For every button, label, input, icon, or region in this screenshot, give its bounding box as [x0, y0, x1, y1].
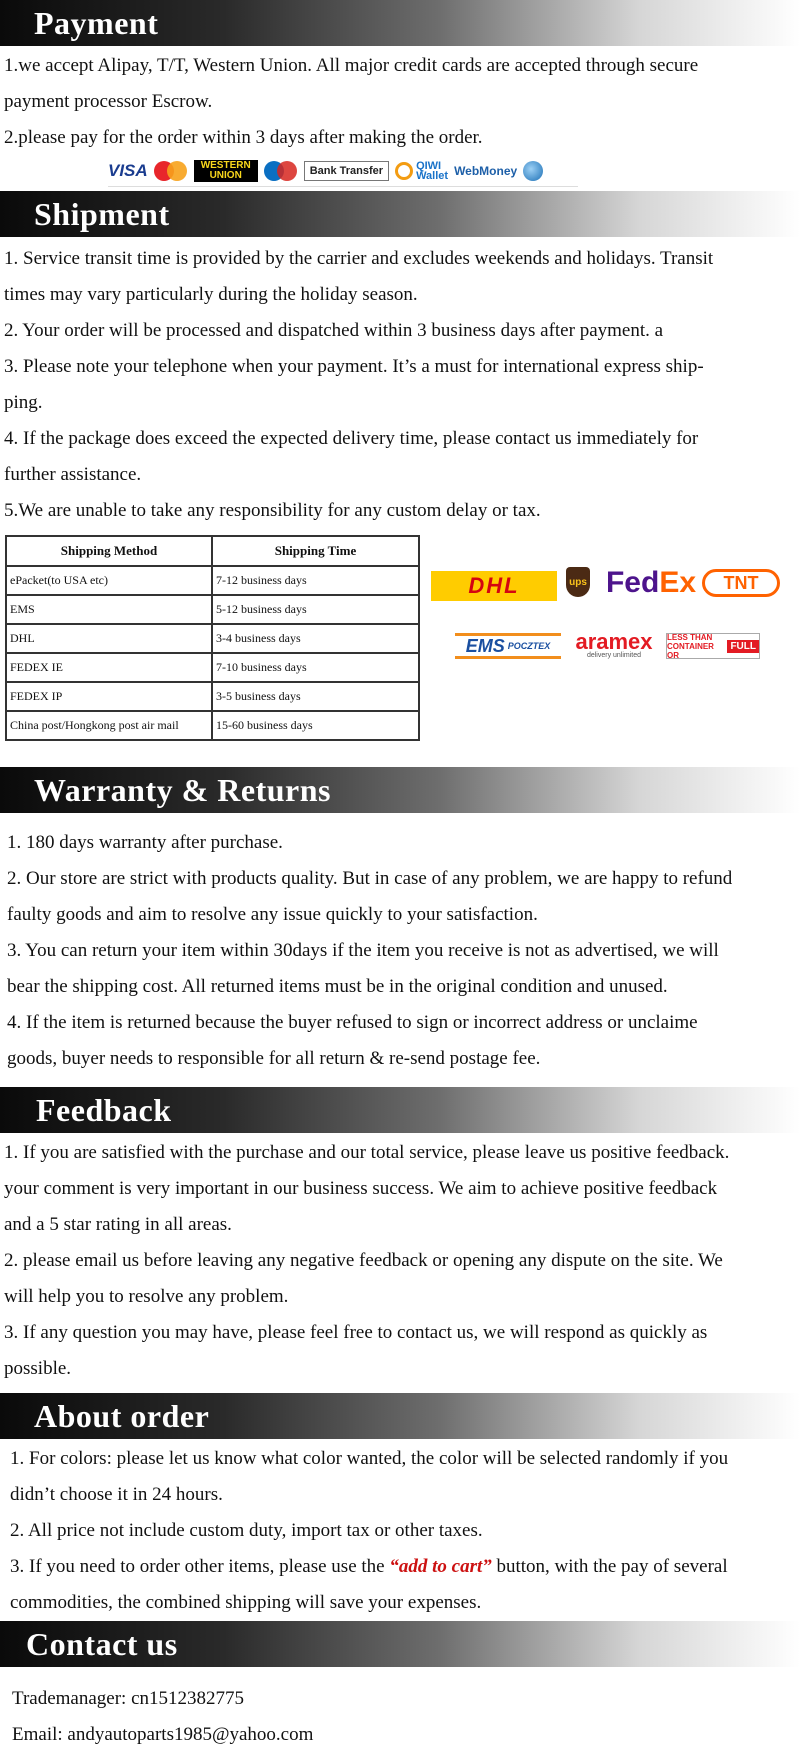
shipment-line-3: 2. Your order will be processed and dispatched within 3 business days after payment. a [4, 320, 664, 341]
table-cell-method: FEDEX IP [6, 682, 212, 711]
feedback-header [0, 1087, 800, 1133]
table-cell-method: DHL [6, 624, 212, 653]
feedback-line-2: your comment is very important in our business success. We aim to achieve positive feedback [4, 1178, 718, 1199]
about-section [0, 1439, 800, 1621]
qiwi-wallet-logo: QIWI Wallet [395, 161, 448, 181]
shipment-line-5: ping. [4, 392, 43, 413]
table-row [6, 653, 419, 682]
payment-section [0, 46, 800, 187]
table-cell-time: 5-12 business days [212, 595, 419, 624]
western-union-logo: WESTERN UNION [194, 160, 258, 182]
payment-line-2: payment processor Escrow. [4, 91, 213, 112]
warranty-line-4: 3. You can return your item within 30days if the item you receive is not as advertised, we will [7, 940, 719, 961]
contact-title: Contact us [26, 1626, 178, 1662]
shipment-header [0, 191, 800, 237]
warranty-line-7: goods, buyer needs to responsible for all return & re-send postage fee. [7, 1048, 541, 1069]
mastercard-logo [154, 161, 188, 181]
bank-transfer-logo: Bank Transfer [304, 161, 389, 181]
shipping-table [5, 535, 420, 741]
shipment-section [0, 237, 800, 767]
trademanager-id: Trademanager: cn1512382775 [12, 1688, 244, 1709]
warranty-line-3: faulty goods and aim to resolve any issue quickly to your satisfaction. [7, 904, 538, 925]
table-cell-time: 7-12 business days [212, 566, 419, 595]
table-cell-method: EMS [6, 595, 212, 624]
ems-pocztex-logo: EMS POCZTEX [455, 633, 561, 659]
webmoney-logo: WebMoney [454, 164, 518, 178]
warranty-line-1: 1. 180 days warranty after purchase. [7, 832, 283, 853]
warranty-title: Warranty & Returns [34, 772, 331, 808]
table-row [6, 682, 419, 711]
table-row [6, 624, 419, 653]
warranty-line-5: bear the shipping cost. All returned items must be in the original condition and unused. [7, 976, 668, 997]
feedback-line-3: and a 5 star rating in all areas. [4, 1214, 232, 1235]
dhl-logo: DHL [431, 571, 557, 601]
visa-logo: VISA [108, 161, 148, 180]
table-row [6, 711, 419, 740]
table-cell-method: China post/Hongkong post air mail [6, 711, 212, 740]
fedex-logo: Fed Ex [605, 566, 697, 599]
shipment-line-8: 5.We are unable to take any responsibility for any custom delay or tax. [4, 500, 541, 521]
table-row [6, 595, 419, 624]
table-cell-method: FEDEX IE [6, 653, 212, 682]
about-title: About order [34, 1398, 210, 1434]
table-cell-time: 3-4 business days [212, 624, 419, 653]
about-line-2: didn’t choose it in 24 hours. [10, 1484, 223, 1505]
lcl-fcl-logo: LESS THAN CONTAINER OR FULL [666, 633, 760, 659]
ups-logo: ups [566, 567, 590, 597]
feedback-line-1: 1. If you are satisfied with the purchase and our total service, please leave us positive feedback. [4, 1142, 730, 1163]
contact-section [0, 1667, 800, 1753]
shipment-line-6: 4. If the package does exceed the expected delivery time, please contact us immediately for [4, 428, 699, 449]
payment-line-3: 2.please pay for the order within 3 days after making the order. [4, 127, 483, 148]
feedback-line-4: 2. please email us before leaving any negative feedback or opening any dispute on the site. We [4, 1250, 723, 1271]
webmoney-globe-icon [523, 161, 543, 181]
feedback-section [0, 1133, 800, 1387]
table-cell-time: 7-10 business days [212, 653, 419, 682]
payment-title: Payment [34, 5, 159, 41]
shipment-line-4: 3. Please note your telephone when your payment. It’s a must for international express ship- [4, 356, 704, 377]
payment-line-1: 1.we accept Alipay, T/T, Western Union. All major credit cards are accepted through secure [4, 55, 699, 76]
shipment-line-7: further assistance. [4, 464, 142, 485]
payment-logos [108, 156, 578, 187]
warranty-line-2: 2. Our store are strict with products quality. But in case of any problem, we are happy to refund [7, 868, 733, 889]
shipment-line-1: 1. Service transit time is provided by the carrier and excludes weekends and holidays. Transit [4, 248, 714, 269]
about-line-3: 2. All price not include custom duty, import tax or other taxes. [10, 1520, 483, 1541]
maestro-logo [264, 161, 298, 181]
shipment-title: Shipment [34, 196, 170, 232]
warranty-header [0, 767, 800, 813]
table-header-time: Shipping Time [212, 536, 419, 566]
feedback-line-6: 3. If any question you may have, please feel free to contact us, we will respond as quickly as [4, 1322, 708, 1343]
table-header-method: Shipping Method [6, 536, 212, 566]
feedback-title: Feedback [36, 1092, 172, 1128]
shipping-table-area [0, 535, 800, 767]
contact-email: Email: andyautoparts1985@yahoo.com [12, 1724, 314, 1745]
shipment-line-2: times may vary particularly during the holiday season. [4, 284, 418, 305]
about-header [0, 1393, 800, 1439]
warranty-line-6: 4. If the item is returned because the buyer refused to sign or incorrect address or unclaime [7, 1012, 698, 1033]
about-line-1: 1. For colors: please let us know what color wanted, the color will be selected randomly if you [10, 1448, 729, 1469]
contact-header [0, 1621, 800, 1667]
aramex-logo: aramex delivery unlimited [575, 629, 653, 659]
feedback-line-7: possible. [4, 1358, 72, 1379]
table-cell-method: ePacket(to USA etc) [6, 566, 212, 595]
table-header-row [6, 536, 419, 566]
about-line-5: commodities, the combined shipping will save your expenses. [10, 1592, 482, 1613]
tnt-logo: TNT [702, 569, 780, 597]
add-to-cart-emphasis: “add to cart” [389, 1556, 492, 1577]
feedback-line-5: will help you to resolve any problem. [4, 1286, 289, 1307]
table-cell-time: 3-5 business days [212, 682, 419, 711]
table-row [6, 566, 419, 595]
warranty-section [0, 813, 800, 1077]
about-line-4: 3. If you need to order other items, please use the “add to cart” button, with the pay of several [10, 1556, 728, 1577]
payment-header [0, 0, 800, 46]
table-cell-time: 15-60 business days [212, 711, 419, 740]
